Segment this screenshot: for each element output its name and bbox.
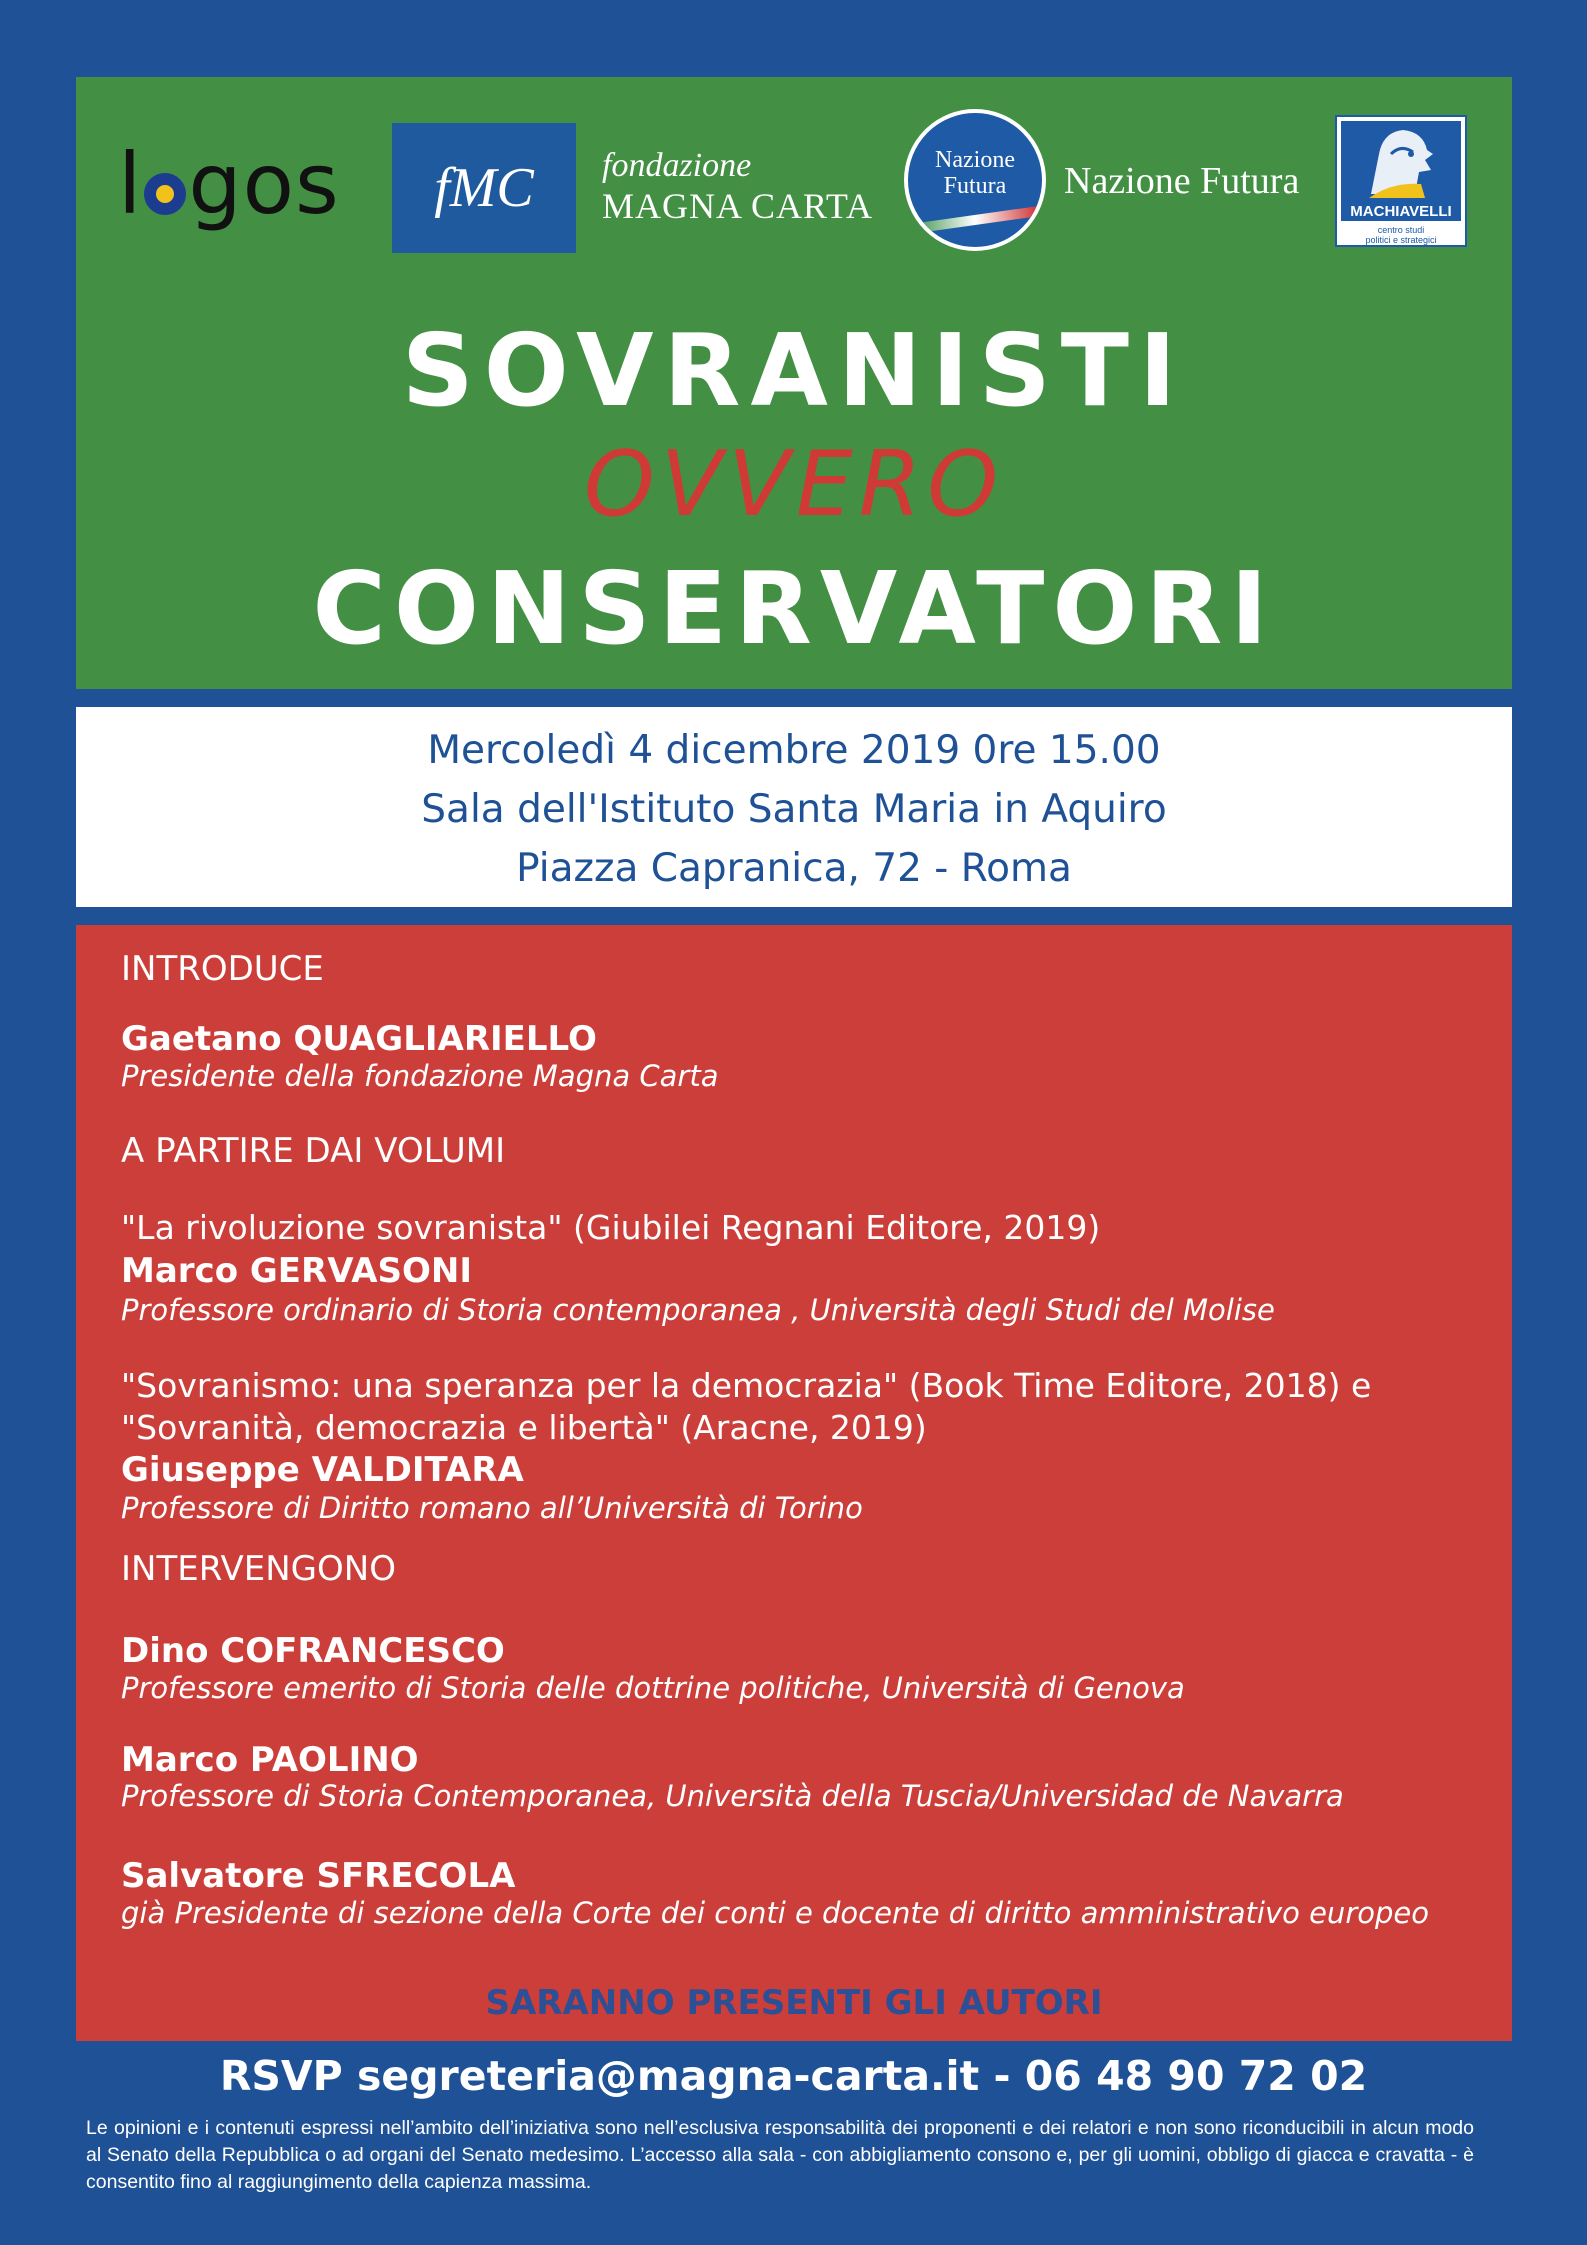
intro-speaker-name (121, 1019, 1480, 1059)
section-volumes: A PARTIRE DAI VOLUMI (121, 1131, 506, 1171)
event-date: Mercoledì 4 dicembre 2019 0re 15.00 (427, 728, 1161, 773)
logos-logo-text-end: gos (188, 135, 340, 233)
machiavelli-subtitle (1341, 225, 1461, 245)
volume-2-title-line1: "Sovranismo: una speranza per la democrazia" (Book Time Editore, 2018) e (121, 1366, 1372, 1405)
rsvp-contact: RSVP segreteria@magna-carta.it - 06 48 90 72 02 (219, 2052, 1368, 2100)
intro-last-name: QUAGLIARIELLO (293, 1019, 597, 1059)
fmc-logo-line1: fondazione (602, 147, 752, 184)
speaker-1-name: Dino COFRANCESCO (121, 1631, 505, 1671)
logos-logo (118, 135, 340, 233)
fmc-logo-mark: fMC (434, 157, 534, 219)
nazione-futura-logo-icon (904, 109, 1046, 251)
volume-1-author-role: Professore ordinario di Storia contemporanea , Università degli Studi del Molise (121, 1293, 1275, 1327)
nf-circle-line1: Nazione (935, 147, 1015, 173)
fmc-logo-line2: MAGNA CARTA (602, 186, 873, 226)
section-speakers: INTERVENGONO (121, 1549, 396, 1589)
volume-1-author: Marco GERVASONI (121, 1251, 473, 1291)
speaker-3-name: Salvatore SFRECOLA (121, 1856, 516, 1896)
tricolor-stripe (908, 206, 1042, 235)
lion-icon (1341, 121, 1461, 203)
speaker-2-role: Professore di Storia Contemporanea, Università della Tuscia/Universidad de Navarra (121, 1779, 1344, 1813)
title-sovranisti: SOVRANISTI (401, 312, 1187, 429)
section-introduce: INTRODUCE (121, 949, 324, 989)
volume-1-title: "La rivoluzione sovranista" (Giubilei Regnani Editore, 2019) (121, 1208, 1101, 1247)
event-details (76, 707, 1512, 907)
title-ovvero: OVVERO (583, 432, 1005, 537)
program-panel (76, 925, 1512, 2041)
nazione-futura-logo-text: Nazione Futura (1064, 160, 1300, 202)
volume-2-author-role: Professore di Diritto romano all’Università di Torino (121, 1491, 863, 1525)
volume-2-author: Giuseppe VALDITARA (121, 1450, 524, 1490)
event-venue: Sala dell'Istituto Santa Maria in Aquiro (421, 787, 1167, 832)
title-conservatori: CONSERVATORI (312, 550, 1276, 667)
fmc-logo-text (602, 147, 873, 227)
machiavelli-name: MACHIAVELLI (1341, 203, 1461, 221)
logos-target-icon (144, 173, 186, 215)
speaker-3-role: già Presidente di sezione della Corte dei conti e docente di diritto amministrativo europeo (121, 1896, 1429, 1930)
authors-present-note: SARANNO PRESENTI GLI AUTORI (485, 1983, 1103, 2023)
event-address: Piazza Capranica, 72 - Roma (516, 846, 1072, 891)
nf-circle-line2: Futura (943, 173, 1007, 199)
fmc-logo-icon (392, 123, 576, 253)
header-banner (76, 77, 1512, 689)
machiavelli-sub1: centro studi (1377, 225, 1425, 235)
intro-speaker-role: Presidente della fondazione Magna Carta (121, 1059, 719, 1093)
machiavelli-logo (1335, 115, 1467, 247)
machiavelli-sub2: politici e strategici (1365, 235, 1437, 245)
speaker-2-name: Marco PAOLINO (121, 1740, 419, 1780)
logos-logo-text-start: l (118, 135, 143, 233)
volume-2-title-line2: "Sovranità, democrazia e libertà" (Aracne, 2019) (121, 1408, 927, 1447)
speaker-1-role: Professore emerito di Storia delle dottrine politiche, Università di Genova (121, 1671, 1185, 1705)
disclaimer-text: Le opinioni e i contenuti espressi nell’ambito dell’iniziativa sono nell’esclusiva responsabilità dei proponenti e dei relatori e non sono riconducibili in alcun modo al Senato della Repubblica o ad organi del Senato medesimo. L’accesso alla sala - con abbigliamento consono e, per gli uomini, obbligo di giacca e cravatta - è consentito fino al raggiungimento della capienza massima. (86, 2117, 1474, 2193)
intro-first-name: Gaetano (121, 1019, 294, 1059)
